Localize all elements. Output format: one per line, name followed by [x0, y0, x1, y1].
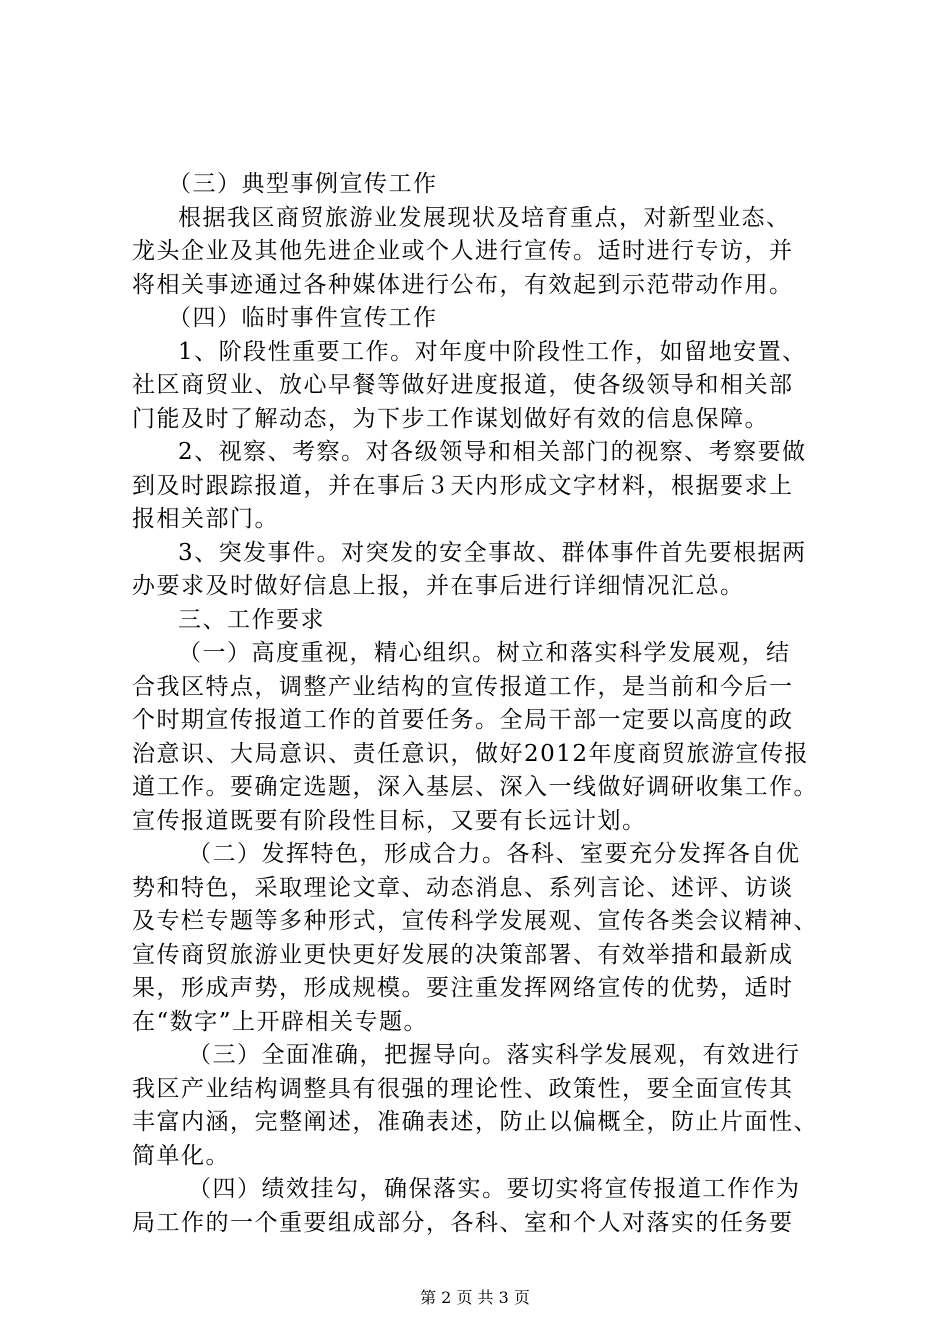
paragraph-line: 根据我区商贸旅游业发展现状及培育重点，对新型业态、	[178, 204, 791, 231]
paragraph-line: 道工作。要确定选题，深入基层、深入一线做好调研收集工作。	[132, 774, 818, 800]
paragraph-line: 办要求及时做好信息上报，并在事后进行详细情况汇总。	[132, 573, 745, 599]
section-heading: （三）典型事例宣传工作	[168, 171, 438, 197]
paragraph-line: 宣传商贸旅游业更快更好发展的决策部署、有效举措和最新成	[132, 941, 794, 968]
paragraph-line: 治意识、大局意识、责任意识，做好2012年度商贸旅游宣传报	[132, 740, 810, 767]
paragraph-line: 1、阶段性重要工作。对年度中阶段性工作，如留地安置、	[178, 338, 807, 365]
paragraph-line: 势和特色，采取理论文章、动态消息、系列言论、述评、访谈	[132, 874, 794, 901]
paragraph-line: 局工作的一个重要组成部分，各科、室和个人对落实的任务要	[132, 1209, 794, 1236]
paragraph-line: 到及时跟踪报道，并在事后３天内形成文字材料，根据要求上	[132, 472, 794, 499]
paragraph-line: 个时期宣传报道工作的首要任务。全局干部一定要以高度的政	[132, 707, 794, 733]
page-number-footer: 第 2 页 共 3 页	[420, 1288, 530, 1307]
document-body	[132, 168, 832, 1240]
paragraph-line: （三）全面准确，把握导向。落实科学发展观，有效进行	[188, 1042, 801, 1068]
paragraph-line: 果，形成声势，形成规模。要注重发挥网络宣传的优势，适时	[132, 975, 794, 1001]
paragraph-line: 在“数字”上开辟相关专题。	[132, 1008, 429, 1035]
paragraph-line: 将相关事迹通过各种媒体进行公布，有效起到示范带动作用。	[132, 271, 794, 298]
paragraph-line: 丰富内涵，完整阐述，准确表述，防止以偏概全，防止片面性、	[132, 1109, 818, 1135]
section-heading: （四）临时事件宣传工作	[168, 305, 438, 331]
paragraph-line: 龙头企业及其他先进企业或个人进行宣传。适时进行专访，并	[132, 238, 794, 264]
paragraph-line: 3、突发事件。对突发的安全事故、群体事件首先要根据两	[178, 539, 807, 566]
paragraph-line: （二）发挥特色，形成合力。各科、室要充分发挥各自优	[188, 841, 801, 867]
paragraph-line: 2、视察、考察。对各级领导和相关部门的视察、考察要做	[178, 439, 807, 465]
paragraph-line: （四）绩效挂勾，确保落实。要切实将宣传报道工作作为	[188, 1176, 801, 1202]
paragraph-line: 及专栏专题等多种形式，宣传科学发展观、宣传各类会议精神、	[132, 908, 818, 934]
paragraph-line: 报相关部门。	[132, 506, 279, 532]
paragraph-line: 社区商贸业、放心早餐等做好进度报道，使各级领导和相关部	[132, 372, 794, 398]
paragraph-line: 我区产业结构调整具有很强的理论性、政策性，要全面宣传其	[132, 1075, 794, 1102]
paragraph-line: 简单化。	[132, 1142, 230, 1169]
section-heading: 三、工作要求	[178, 606, 325, 633]
paragraph-line: 宣传报道既要有阶段性目标，又要有长远计划。	[132, 807, 647, 834]
paragraph-line: 合我区特点，调整产业结构的宣传报道工作，是当前和今后一	[132, 673, 794, 700]
paragraph-line: （一）高度重视，精心组织。树立和落实科学发展观，结	[178, 640, 791, 666]
paragraph-line: 门能及时了解动态，为下步工作谋划做好有效的信息保障。	[132, 405, 769, 432]
